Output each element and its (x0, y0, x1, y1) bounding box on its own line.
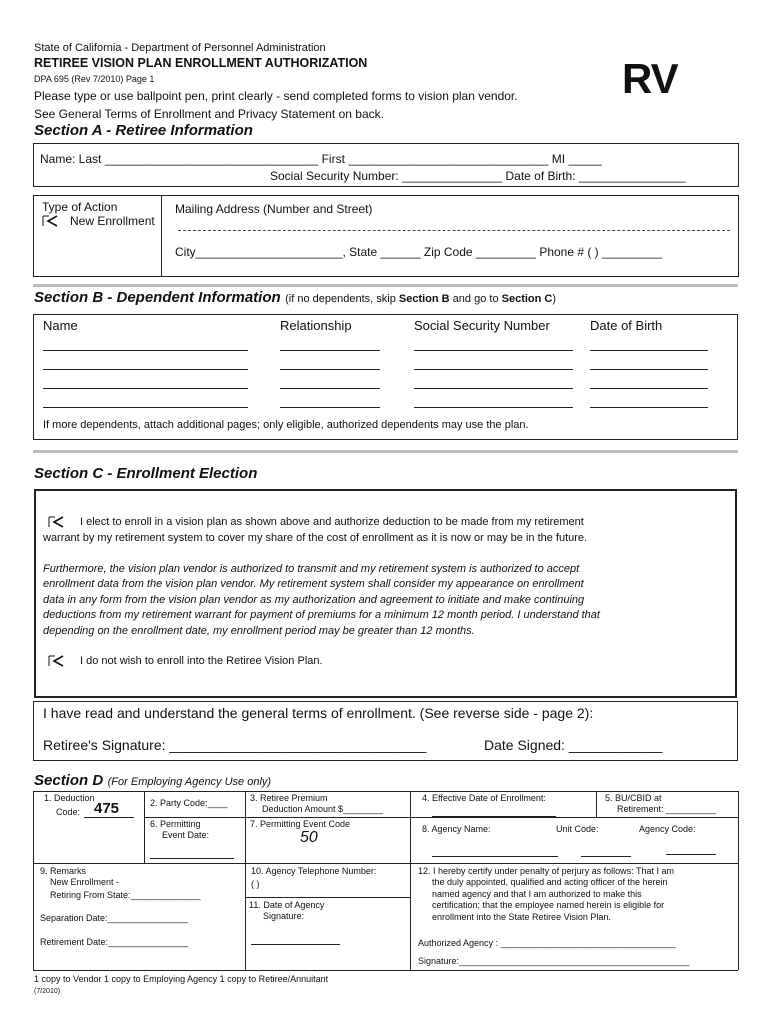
form-id: DPA 695 (Rev 7/2010) Page 1 (34, 74, 155, 84)
agency-signature-date-line[interactable] (251, 944, 340, 945)
permitting-label-2: Event Date: (162, 830, 210, 840)
section-divider-bc (33, 450, 738, 453)
rv-logo: RV (622, 55, 678, 102)
dependent-name-line[interactable] (43, 407, 248, 408)
type-of-action-label: Type of Action (42, 200, 118, 214)
party-code[interactable]: 2. Party Code:____ (150, 798, 228, 808)
city-state-zip-phone-line[interactable]: City______________________, State ______ Zip Code _________ Phone # ( ) _________ (175, 245, 663, 259)
agency-signature-date-1: 11. Date of Agency (249, 900, 325, 910)
new-enrollment-label: New Enrollment (70, 214, 155, 228)
col-dob: Date of Birth (590, 318, 663, 333)
ssn-dob-line[interactable]: Social Security Number: _______________ Date of Birth: ________________ (270, 169, 686, 183)
bu-label-1: 5. BU/CBID at (605, 793, 662, 803)
elect-line-1: I elect to enroll in a vision plan as shown above and authorize deduction to be made from my retirement (80, 516, 584, 528)
dependent-relationship-line[interactable] (280, 369, 380, 370)
event-code-value[interactable]: 50 (300, 829, 318, 846)
section-d-title-row (34, 772, 271, 790)
decline-enroll-label: I do not wish to enroll into the Retiree Vision Plan. (80, 655, 323, 667)
more-dependents-note: If more dependents, attach additional pages; only eligible, authorized dependents may use the plan. (43, 419, 529, 431)
dependent-ssn-line[interactable] (414, 350, 573, 351)
grid-right (738, 791, 739, 970)
agency-phone-value[interactable]: ( ) (251, 879, 260, 889)
grid-bottom (33, 970, 738, 971)
certify-line-3: named agency and that I am authorized to make this (432, 889, 642, 899)
grid-v4 (596, 791, 597, 817)
section-d-title: Section D (34, 772, 104, 789)
dependent-dob-line[interactable] (590, 369, 708, 370)
dependent-ssn-line[interactable] (414, 369, 573, 370)
certify-line-4: certification; that the employee named herein is eligible for (432, 900, 665, 910)
authorized-signature-line[interactable]: Signature:______________________________________________ (418, 956, 690, 966)
dependent-relationship-line[interactable] (280, 388, 380, 389)
instruction-2: See General Terms of Enrollment and Privacy Statement on back. (34, 107, 384, 121)
grid-h-right (245, 817, 738, 818)
dependent-name-line[interactable] (43, 388, 248, 389)
address-box (33, 195, 739, 277)
further-line-3: data in any form from the vision plan vendor as my authorization and agreement to initiate and make continuing (43, 594, 585, 606)
dependent-dob-line[interactable] (590, 388, 708, 389)
name-line[interactable]: Name: Last ________________________________ First ______________________________ MI _____ (40, 152, 602, 166)
grid-h-phone (245, 897, 410, 898)
read-understand-label: I have read and understand the general terms of enrollment. (See reverse side - page 2): (43, 705, 594, 721)
effective-date: 4. Effective Date of Enrollment: (422, 793, 546, 803)
permitting-label-1: 6. Permitting (150, 819, 201, 829)
new-enrollment-retiring-2[interactable]: Retiring From State:______________ (50, 890, 201, 900)
footer-date: (7/2010) (34, 988, 61, 995)
bu-label-2[interactable]: Retirement: __________ (617, 804, 717, 814)
remarks-label: 9. Remarks (40, 866, 87, 876)
grid-v1 (144, 791, 145, 863)
instruction-1: Please type or use ballpoint pen, print clearly - send completed forms to vision plan vendor. (34, 89, 518, 103)
premium-label-2[interactable]: Deduction Amount $________ (262, 804, 384, 814)
dependent-dob-line[interactable] (590, 350, 708, 351)
col-name: Name (43, 318, 78, 333)
certify-line-2: the duly appointed, qualified and acting officer of the herein (432, 877, 668, 887)
section-divider-ab (33, 284, 738, 287)
action-divider (161, 195, 162, 277)
agency-code-label: Agency Code: (639, 824, 696, 834)
certify-line-5: enrollment into the State Retiree Vision Plan. (432, 912, 611, 922)
col-relationship: Relationship (280, 318, 352, 333)
agency-name-label: 8. Agency Name: (422, 824, 491, 834)
date-signed-line[interactable]: Date Signed: ____________ (484, 737, 663, 753)
agency-code-line[interactable] (666, 854, 716, 855)
deduction-code-value[interactable]: 475 (94, 800, 120, 817)
form-title: RETIREE VISION PLAN ENROLLMENT AUTHORIZATION (34, 56, 368, 70)
elect-enroll-checkbox[interactable] (48, 516, 64, 528)
further-line-2: enrollment data from the vision plan vendor. My retirement system shall consider my appearance on enrollment (43, 578, 584, 590)
section-a-title: Section A - Retiree Information (34, 122, 253, 139)
authorized-agency-line[interactable]: Authorized Agency : ___________________________________ (418, 938, 676, 948)
agency-name-line[interactable] (432, 856, 558, 857)
agency-phone-label: 10. Agency Telephone Number: (251, 866, 377, 876)
deduction-code-label: Code: (56, 807, 81, 817)
section-c-title: Section C - Enrollment Election (34, 465, 258, 482)
premium-label-1: 3. Retiree Premium (250, 793, 328, 803)
certify-line-1: 12. I hereby certify under penalty of perjury as follows: That I am (418, 866, 674, 876)
new-enrollment-retiring-1: New Enrollment - (50, 877, 120, 887)
dependent-relationship-line[interactable] (280, 407, 380, 408)
dependent-name-line[interactable] (43, 350, 248, 351)
retirement-date[interactable]: Retirement Date:________________ (40, 937, 189, 947)
section-b-note: (if no dependents, skip Section B and go to Section C) (285, 293, 557, 305)
new-enrollment-checkbox[interactable] (42, 215, 58, 227)
unit-code-line[interactable] (581, 856, 631, 857)
effective-date-line[interactable] (432, 816, 556, 817)
grid-left (33, 791, 34, 970)
section-b-title: Section B - Dependent Information (34, 289, 281, 306)
agency-name: State of California - Department of Personnel Administration (34, 42, 326, 54)
dependent-dob-line[interactable] (590, 407, 708, 408)
event-code-label: 7. Permitting Event Code (250, 819, 351, 829)
dependent-ssn-line[interactable] (414, 407, 573, 408)
grid-top (33, 791, 738, 792)
unit-code-label: Unit Code: (556, 824, 599, 834)
mailing-address-label: Mailing Address (Number and Street) (175, 202, 373, 216)
grid-h-party (144, 817, 245, 818)
copies-distribution: 1 copy to Vendor 1 copy to Employing Agency 1 copy to Retiree/Annuitant (34, 974, 329, 984)
deduction-code-line (84, 817, 134, 818)
mailing-address-line[interactable] (178, 230, 730, 231)
decline-enroll-checkbox[interactable] (48, 655, 64, 667)
permitting-date-line[interactable] (150, 858, 234, 859)
further-line-5: depending on the enrollment date, my enrollment period may be greater than 12 months. (43, 625, 475, 637)
section-d-note: (For Employing Agency Use only) (107, 776, 272, 788)
further-line-4: deductions from my retirement warrant for payment of premiums for a minimum 12 month period. I understand that (43, 609, 600, 621)
dependent-name-line[interactable] (43, 369, 248, 370)
dependent-ssn-line[interactable] (414, 388, 573, 389)
grid-h-mid (33, 863, 738, 864)
separation-date[interactable]: Separation Date:________________ (40, 913, 188, 923)
retiree-signature-line[interactable]: Retiree's Signature: _________________________________ (43, 737, 427, 753)
deduction-label: 1. Deduction (44, 793, 95, 803)
elect-line-2: warrant by my retirement system to cover my share of the cost of enrollment as it is now or may be in the future. (43, 532, 588, 544)
further-line-1: Furthermore, the vision plan vendor is authorized to transmit and my retirement system is authorized to accept (43, 563, 580, 575)
col-ssn: Social Security Number (414, 318, 550, 333)
section-b-title-row (34, 289, 556, 307)
agency-signature-date-2: Signature: (263, 911, 305, 921)
dependent-relationship-line[interactable] (280, 350, 380, 351)
